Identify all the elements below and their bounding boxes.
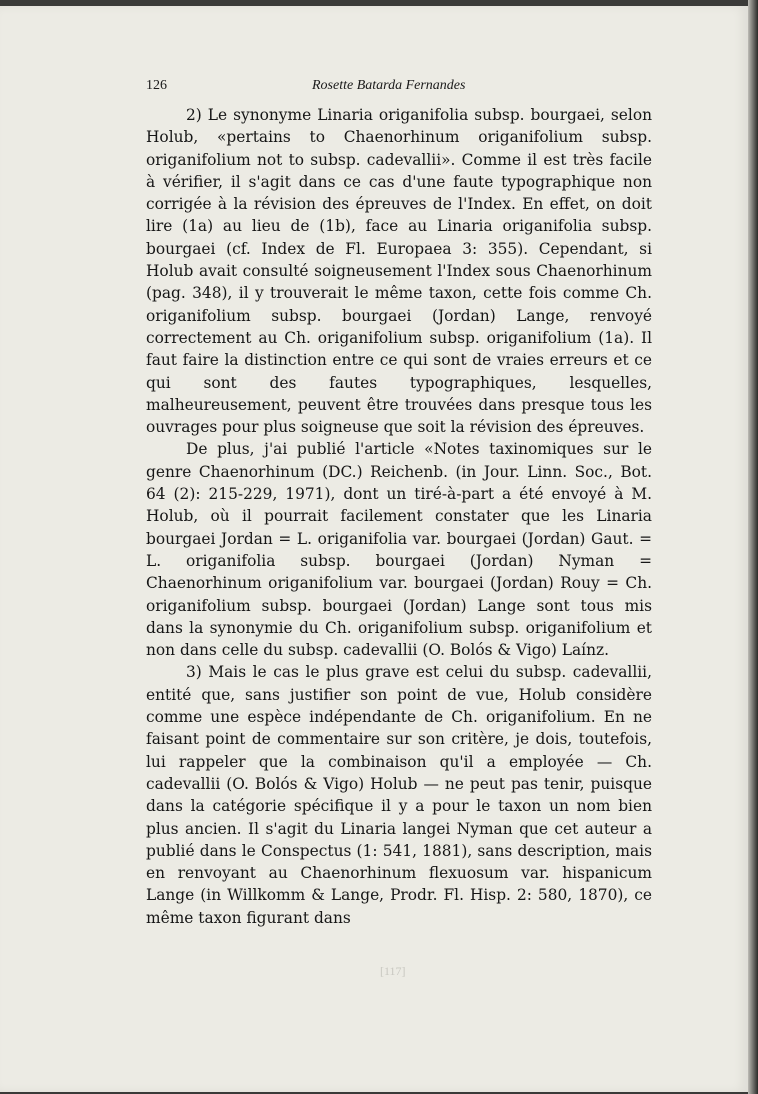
paragraph-3: 3) Mais le cas le plus grave est celui du subsp. cadevallii, entité que, sans justifier son point de vue, Holub considère comme une espèce indépendante de Ch. origanifolium. En ne faisant point de commentaire sur son critère, je dois, toutefois, lui rappeler que la combinaison qu'il a employée — Ch. cadevallii (O. Bolós & Vigo) Holub — ne peut pas tenir, puisque dans la catégorie spécifique il y a pour le taxon un nom bien plus ancien. Il s'agit du Linaria langei Nyman que cet auteur a publié dans le Conspectus (1: 541, 1881), sans description, mais en renvoyant au Chaenorhinum flexuosum var. hispanicum Lange (in Willkomm & Lange, Prodr. Fl. Hisp. 2: 580, 1870), ce même taxon figurant dans — [146, 663, 652, 927]
book-page — [0, 6, 748, 1092]
paragraph-2: 2) Le synonyme Linaria origanifolia subsp. bourgaei, selon Holub, «pertains to Chaenorhinum origanifolium subsp. origanifolium not to subsp. cadevallii». Comme il est très facile à vérifier, il s'agit dans ce cas d'une faute typographique non corrigée à la révision des épreuves de l'Index. En effet, on doit lire (1a) au lieu de (1b), face au Linaria origanifolia subsp. bourgaei (cf. Index de Fl. Europaea 3: 355). Cependant, si Holub avait consulté soigneusement l'Index sous Chaenorhinum (pag. 348), il y trouverait le même taxon, cette fois comme Ch. origanifolium subsp. bourgaei (Jordan) Lange, renvoyé correctement au Ch. origanifolium subsp. origanifolium (1a). Il faut faire la distinction entre ce qui sont de vraies erreurs et ce qui sont des fautes typographiques, lesquelles, malheureusement, peuvent être trouvées dans presque tous les ouvrages pour plus soigneuse que soit la révision des épreuves. — [146, 106, 652, 437]
page-header — [146, 78, 666, 100]
paragraph-de-plus: De plus, j'ai publié l'article «Notes taxinomiques sur le genre Chaenorhinum (DC.) Reichenb. (in Jour. Linn. Soc., Bot. 64 (2): 215-229, 1971), dont un tiré-à-part a été envoyé à M. Holub, où il pourrait facilement constater que les Linaria bourgaei Jordan = L. origanifolia var. bourgaei (Jordan) Gaut. = L. origanifolia subsp. bourgaei (Jordan) Nyman = Chaenorhinum origanifolium var. bourgaei (Jordan) Rouy = Ch. origanifolium subsp. bourgaei (Jordan) Lange sont tous mis dans la synonymie du Ch. origanifolium subsp. origanifolium et non dans celle du subsp. cadevallii (O. Bolós & Vigo) Laínz. — [146, 440, 652, 660]
signature-mark: [117] — [380, 964, 406, 978]
page-number: 126 — [146, 78, 167, 93]
body-text — [146, 104, 652, 929]
scan-edge — [748, 0, 758, 1094]
running-title: Rosette Batarda Fernandes — [312, 78, 466, 93]
